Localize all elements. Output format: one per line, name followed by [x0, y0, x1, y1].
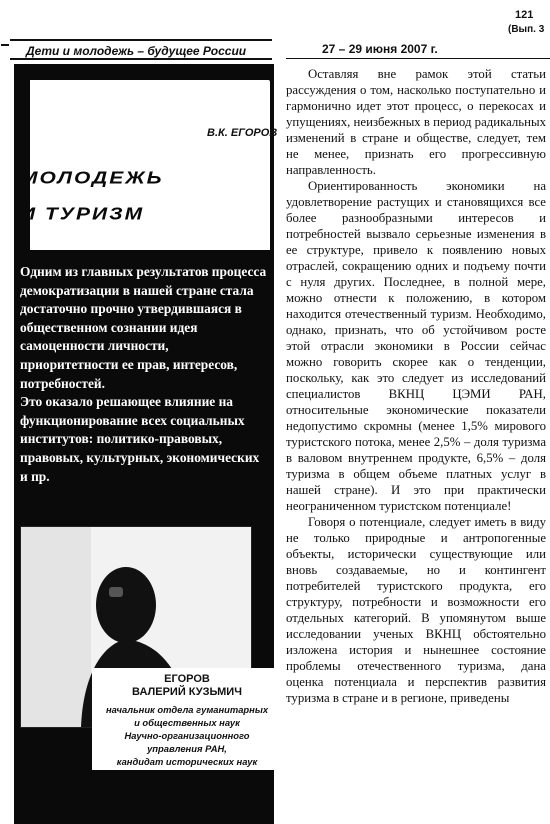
caption-position: кандидат исторических наук — [116, 756, 258, 767]
caption-position: начальник отдела гуманитарных — [105, 704, 269, 715]
caption-surname: ЕГОРОВ — [164, 673, 210, 685]
running-title: Дети и молодежь – будущее России — [10, 39, 272, 60]
lead-paragraph: Одним из главных результатов процесса демократизации в нашей стране стала достаточно прочно утвердившаяся в общественном сознании идея самоценности личности, приоритетности ее прав, интересов, потребностей. — [20, 264, 267, 391]
article-title-line2: И ТУРИЗМ — [20, 204, 145, 224]
title-panel — [30, 80, 270, 250]
caption-position: управления РАН, — [147, 743, 227, 754]
body-paragraph: Говоря о потенциале, следует иметь в виду не только природные и антропогенные объекты, исторически существующие или вновь создаваемые, но и контингент потребителей туристского продукта, его структуру, потребности и возможности его отдельных категорий. В упомянутом выше исследовании ученых ВКНЦ обстоятельно изложена история и нынешнее состояние проблемы отечественного туризма, дана оценка потенциала и перспектив развития туризма в стране и в регионе, приведены — [286, 515, 546, 705]
article-author: В.К. ЕГОРОВ — [207, 127, 278, 139]
body-paragraph: Ориентированность экономики на удовлетворение растущих и становящихся все более разнообразными интересов и потребностей вызвало серьезные изменения в ее структуре, привело к появлению новых отраслей, сокращению одних и подъему почти с нуля других. Последнее, в полной мере, можно отнести к положению, в котором находится отечественный туризм. Необходимо, однако, признать, что об устойчивом росте этой отрасли экономики в России сейчас можно говорить скорее как о тенденции, поскольку, как это следует из исследований специалистов ВКНЦ ЦЭМИ РАН, относительные экономические показатели недопустимо скромны (менее 1,5% мирового туристского потока, менее 2,5% – доля туризма в валовом внутреннем продукте, 6,5% – доля туризма в общем объеме платных услуг в нашей стране). И это при практически неограниченном туристском потенциале! — [286, 179, 546, 513]
caption-name: ВАЛЕРИЙ КУЗЬМИЧ — [132, 686, 242, 698]
article-body — [286, 66, 546, 706]
running-head-dash — [1, 44, 9, 46]
event-dates: 27 – 29 июня 2007 г. — [322, 42, 438, 56]
body-paragraph: Оставляя вне рамок этой статьи рассуждения о том, насколько поступательно и гармонично идет этот процесс, о перекосах и упущениях, неизбежных в период радикальных изменений в стране и обществе, следует, тем не менее, признать его прогрессивную направленность. — [286, 67, 546, 177]
photo-caption — [92, 668, 282, 770]
page-number: 121 — [515, 9, 534, 21]
caption-position: и общественных наук — [134, 717, 240, 728]
article-title-line1: МОЛОДЕЖЬ — [20, 168, 164, 188]
issue-label: (Вып. 3 — [508, 24, 545, 35]
header-rule — [286, 58, 550, 59]
caption-position: Научно-организационного — [124, 730, 250, 741]
lead-paragraph: Это оказало решающее влияние на функционирование всех социальных институтов: политико-правовых, правовых, культурных, экономических и пр. — [20, 394, 260, 484]
lead-text — [20, 263, 270, 486]
